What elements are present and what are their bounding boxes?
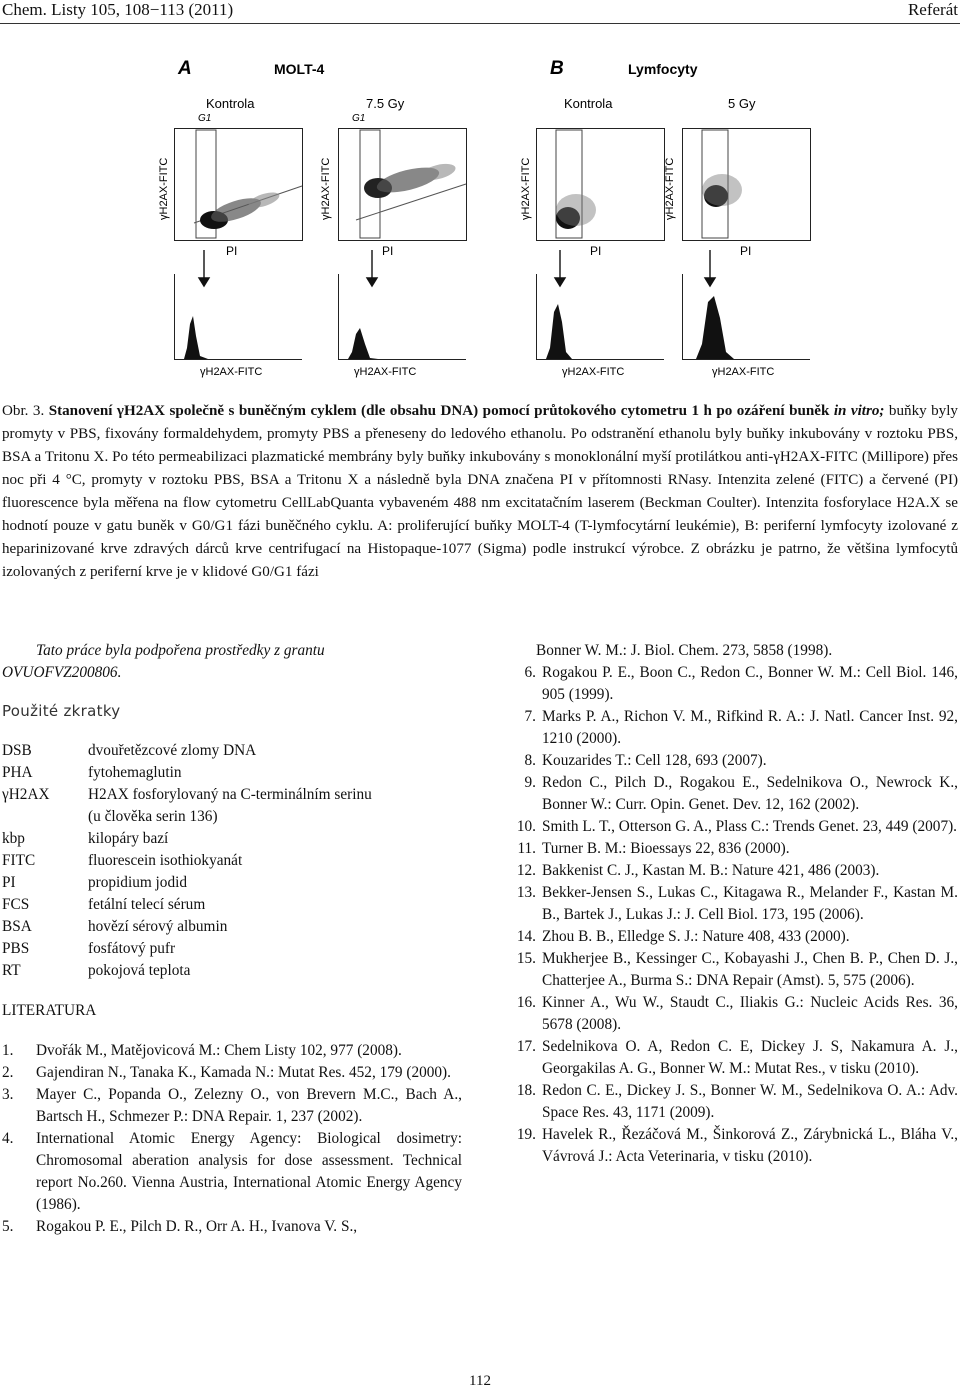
reference-item [500,860,958,882]
acknowledgement-line-1: Tato práce byla podpořena prostředky z grantu [36,642,325,659]
reference-number: 14. [516,928,536,945]
reference-number: 11. [517,840,536,857]
scatter-panel-1 [174,128,304,243]
abbreviation-key: γH2AX [2,786,50,803]
y-axis-label-2: γH2AX-FITC [320,157,332,220]
abbreviation-row [2,762,462,784]
reference-item [500,838,958,860]
abbreviation-key: PI [2,874,16,891]
abbreviation-value: fytohemaglutin [88,764,182,781]
left-column [2,640,462,1238]
histogram-x-label-1: γH2AX-FITC [200,366,263,378]
x-axis-pi-3: PI [590,244,602,258]
reference-number: 4. [2,1130,14,1147]
reference-number: 9. [524,774,536,791]
scatter-panel-4 [682,128,812,243]
abbreviations-list [2,740,462,982]
reference-item [500,772,958,816]
reference-number: 3. [2,1086,14,1103]
abbreviation-key: RT [2,962,21,979]
reference-text: Kouzarides T.: Cell 128, 693 (2007). [542,752,767,769]
abbreviation-row [2,828,462,850]
reference-item [2,1040,462,1062]
figure-caption [2,400,958,584]
abbreviation-key: FITC [2,852,36,869]
reference-item [500,882,958,926]
abbreviation-row [2,740,462,762]
abbreviation-row [2,894,462,916]
reference-number: 13. [516,884,536,901]
reference-text: Rogakou P. E., Pilch D. R., Orr A. H., Ivanova V. S., [36,1218,358,1235]
references-right [500,662,958,1168]
abbreviation-value: kilopáry bazí [88,830,169,847]
literature-heading: LITERATURA [2,1002,97,1019]
abbreviation-key: FCS [2,896,30,913]
reference-item [500,1036,958,1080]
reference-text: Rogakou P. E., Boon C., Redon C., Bonner W. M.: Cell Biol. 146, 905 (1999). [542,664,958,703]
reference-text: Redon C. E., Dickey J. S., Bonner W. M., Sedelnikova O. A.: Adv. Space Res. 43, 1171 (2009). [542,1082,958,1121]
reference-number: 1. [2,1042,14,1059]
histogram-x-label-4: γH2AX-FITC [712,366,775,378]
x-axis-pi-2: PI [382,244,394,258]
caption-bold-italic: in vitro; [833,403,885,419]
reference-text: Havelek R., Řezáčová M., Šinkorová Z., Zárybnická L., Bláha V., Vávrová J.: Acta Veterinaria, v tisku (2010). [542,1126,958,1165]
reference-number: 12. [516,862,536,879]
abbreviation-value: hovězí sérový albumin [88,918,228,935]
abbreviation-row [2,806,462,828]
panel-b-letter: B [550,58,564,79]
reference-text: Gajendiran N., Tanaka K., Kamada N.: Mutat Res. 452, 179 (2000). [36,1064,451,1081]
abbreviation-value: dvouřetězcové zlomy DNA [88,742,257,759]
abbreviation-key [2,806,88,828]
histogram-panel-1 [174,272,304,362]
reference-number: 8. [524,752,536,769]
panel-a-letter: A [178,58,192,79]
x-axis-pi-1: PI [226,244,238,258]
reference-item [500,992,958,1036]
abbreviation-row [2,916,462,938]
panel-a-title: MOLT-4 [274,61,325,77]
reference-text: Redon C., Pilch D., Rogakou E., Sedelnikova O., Newrock K., Bonner W.: Curr. Opin. Genet. Dev. 12, 162 (2002). [542,774,958,813]
histogram-x-label-3: γH2AX-FITC [562,366,625,378]
reference-item [500,1080,958,1124]
abbreviation-row [2,784,462,806]
abbreviation-key: DSB [2,742,32,759]
reference-number: 10. [516,818,536,835]
reference-number: 18. [516,1082,536,1099]
abbreviation-key: PHA [2,764,33,781]
reference-number: 17. [516,1038,536,1055]
reference-text: Sedelnikova O. A, Redon C. E, Dickey J. S, Nakamura A. J., Georgakilas A. G., Bonner W. M.: Mutat Res., v tisku (2010). [542,1038,958,1077]
histogram-panel-3 [536,272,666,362]
gate-label-2: G1 [352,113,366,124]
reference-text: Mukherjee B., Kessinger C., Kobayashi J., Chen B. P., Chen D. J., Chatterjee A., Burma S.: DNA Repair (Amst). 5, 575 (2006). [542,950,958,989]
reference-number: 15. [516,950,536,967]
reference-number: 6. [524,664,536,681]
caption-lead: Obr. 3. [2,403,45,419]
reference-number: 19. [516,1126,536,1143]
abbreviations-heading: Použité zkratky [2,702,121,720]
histogram-x-label-2: γH2AX-FITC [354,366,417,378]
journal-citation: Chem. Listy 105, 108−113 (2011) [2,0,234,19]
panel-b-title: Lymfocyty [628,61,698,77]
reference-number: 16. [516,994,536,1011]
caption-text: buňky byly promyty v PBS, fixovány formaldehydem, promyty PBS a přeneseny do ledového ethanolu. Po odstranění ethanolu byly buňky inkubovány v roztoku PBS, BSA a Tritonu X. Po této permeabilizaci plazmatické membrány byly buňky inkubovány s monoklonální myší protilátkou anti-γH2AX-FITC (Millipore) přes noc při 4 °C, promyty v roztoku PBS, BSA a Tritonu X a následně byla DNA značena PI v přítomnosti RNasy. Intenzita zelené (FITC) a červené (PI) fluorescence byla měřena na flow cytometru CellLabQuanta vybaveném 488 nm excitatačním laserem (Beckman Coulter). Intenzita fosforylace H2A.X se hodnotí pouze v gatu buněk v G0/G1 fázi buněčného cyklu. A: proliferující buňky MOLT-4 (T-lymfocytární leukémie), B: periferní lymfocyty izolované z heparinizované krve zdravých dárců krve centrifugací na Histopaque-1077 (Sigma) podle instrukcí výrobce. Z obrázku je patrno, že většina lymfocytů izolovaných z periferní krve je v klidové G0/G1 fázi [2,403,958,580]
reference-item [2,1062,462,1084]
histogram-panel-4 [682,272,812,362]
reference-text: Marks P. A., Richon V. M., Rifkind R. A.: J. Natl. Cancer Inst. 92, 1210 (2000). [542,708,958,747]
abbreviation-value: fluorescein isothiokyanát [88,852,243,869]
reference-item [2,1084,462,1128]
reference-number: 2. [2,1064,14,1081]
reference-text: Zhou B. B., Elledge S. J.: Nature 408, 433 (2000). [542,928,850,945]
scatter-panel-3 [536,128,666,243]
running-header [0,0,960,22]
reference-text: Smith L. T., Otterson G. A., Plass C.: Trends Genet. 23, 449 (2007). [542,818,958,835]
section-label: Referát [907,0,958,19]
abbreviation-row [2,872,462,894]
label-dose-a: 7.5 Gy [366,96,405,111]
reference-text: Turner B. M.: Bioessays 22, 836 (2000). [542,840,790,857]
reference-5-continuation: Bonner W. M.: J. Biol. Chem. 273, 5858 (1998). [536,642,833,659]
right-column [500,640,958,1168]
page-number: 112 [469,1373,491,1389]
reference-text: Bakkenist C. J., Kastan M. B.: Nature 421, 486 (2003). [542,862,880,879]
abbreviation-row [2,960,462,982]
reference-item [2,1216,462,1238]
reference-item [500,948,958,992]
reference-text: Dvořák M., Matějovicová M.: Chem Listy 102, 977 (2008). [36,1042,402,1059]
abbreviation-key: PBS [2,940,30,957]
abbreviation-value: fosfátový pufr [88,940,176,957]
abbreviation-row [2,938,462,960]
y-axis-label-1: γH2AX-FITC [158,157,170,220]
reference-text: Kinner A., Wu W., Staudt C., Iliakis G.: Nucleic Acids Res. 36, 5678 (2008). [542,994,958,1033]
histogram-panel-2 [338,272,468,362]
abbreviation-value: fetální telecí sérum [88,896,206,913]
reference-item [500,662,958,706]
reference-item [2,1128,462,1216]
abbreviation-value: (u člověka serin 136) [88,808,218,825]
scatter-panel-2 [338,128,468,243]
label-dose-b: 5 Gy [728,96,756,111]
caption-bold: Stanovení γH2AX společně s buněčným cyklem (dle obsahu DNA) pomocí průtokového cytometru 1 h po ozáření buněk [48,403,830,419]
abbreviation-value: pokojová teplota [88,962,191,979]
reference-text: International Atomic Energy Agency: Biological dosimetry: Chromosomal aberation analysis for dose assessment. Technical report No.260. Vienna Austria, International Atomic Energy Agency (1986). [36,1130,462,1213]
reference-text: Bekker-Jensen S., Lukas C., Kitagawa R., Melander F., Kastan M. B., Bartek J., Lukas J.: J. Cell Biol. 173, 195 (2006). [542,884,958,923]
reference-number: 5. [2,1218,14,1235]
reference-item [500,1124,958,1168]
label-control-a: Kontrola [206,96,255,111]
reference-item [500,926,958,948]
abbreviation-key: BSA [2,918,32,935]
reference-item [500,816,958,838]
abbreviation-value: H2AX fosforylovaný na C-terminálním serinu [88,786,372,803]
label-control-b: Kontrola [564,96,613,111]
acknowledgement-line-2: OVUOFVZ200806. [2,664,122,681]
y-axis-label-3: γH2AX-FITC [520,157,532,220]
y-axis-label-4: γH2AX-FITC [664,157,676,220]
reference-text: Mayer C., Popanda O., Zelezny O., von Brevern M.C., Bach A., Bartsch H., Schmezer P.: DNA Repair. 1, 237 (2002). [36,1086,462,1125]
reference-number: 7. [524,708,536,725]
figure-3 [150,40,950,390]
reference-item [500,706,958,750]
references-left [2,1040,462,1238]
abbreviation-row [2,850,462,872]
reference-item [500,750,958,772]
header-rule [0,23,960,24]
x-axis-pi-4: PI [740,244,752,258]
abbreviation-key: kbp [2,830,25,847]
gate-label-1: G1 [198,113,212,124]
abbreviation-value: propidium jodid [88,874,188,891]
